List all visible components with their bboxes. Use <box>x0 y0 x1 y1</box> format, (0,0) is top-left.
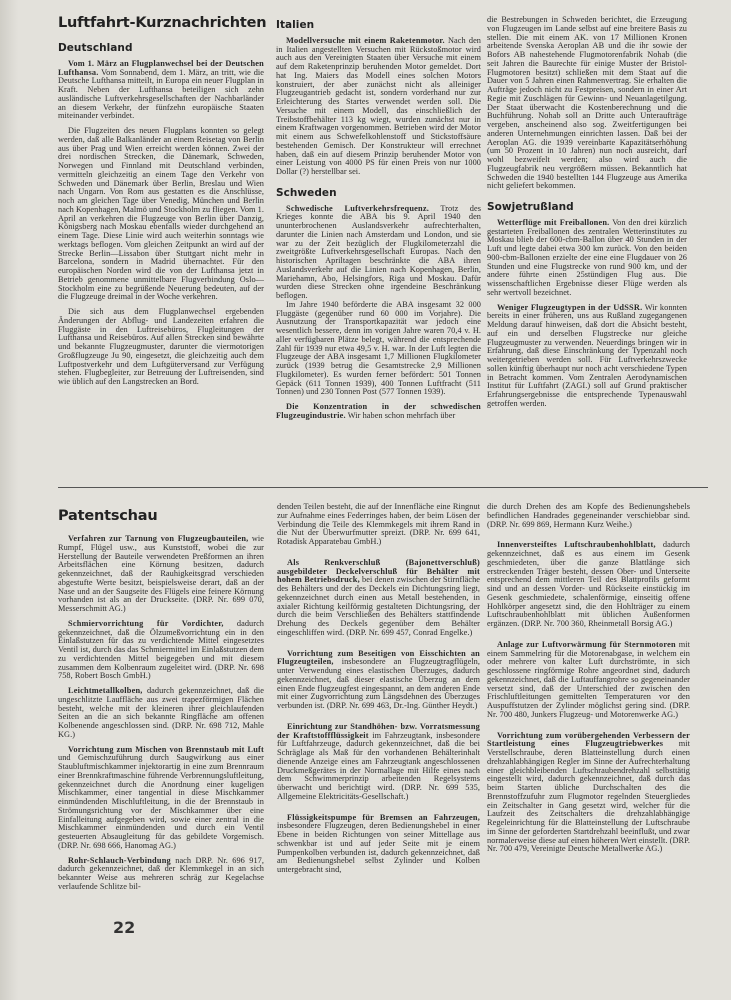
page-edge-shadow <box>0 0 18 1000</box>
patent-text: dadurch gekennzeichnet, daß die ungeschlitzte Lauffläche aus zwei trapezförmigen Flächen besteht, welche mit der kleineren ihrer gleichlaufenden Seiten an die an sich bekannte Ringfläche am offenen Kolbenende angeschlossen sind. (DRP. Nr. 698 712, Mahle KG.) <box>58 686 265 739</box>
patent-lead: Innenversteiftes Luftschraubenhohlblatt, <box>497 540 656 550</box>
patent-lead: Vorrichtung zum vorübergehenden Verbessern der Startleistung eines Flugzeugtriebwerkes <box>487 730 690 749</box>
article-paragraph: Im Jahre 1940 beförderte die ABA insgesamt 32 000 Fluggäste (gegenüber rund 60 000 im Vorjahre). Die Ausnutzung der Transportkapazität war jedoch eine wesentlich bessere, denn im vorigen Jahre waren 70,4 v. H. aller verfügbaren Plätze belegt, während die entsprechende Zahl für 1939 nur etwa 49,5 v. H. war. In der Luft legten die Flugzeuge der ABA insgesamt 1,7 Millionen Flugkilometer zurück (1939 betrug die Gesamtstrecke 2,9 Millionen Flugkilometer). Es wurden ferner befördert: 501 Tonnen Gepäck (611 Tonnen 1939), 400 Tonnen Luftfracht (511 Tonnen) und 230 Tonnen Post (577 Tonnen 1939). <box>276 299 481 397</box>
article-paragraph <box>276 403 481 421</box>
article-paragraph <box>58 60 264 121</box>
news-column-2 <box>276 17 481 427</box>
patent-lead: Als Renkverschluß (Bajonettverschluß) ausgebildeter Deckelverschluß für Behälter mit hohem Betriebsdruck, <box>277 557 480 585</box>
page-number: 22 <box>113 918 136 937</box>
patent-item <box>58 687 264 740</box>
patents-column-3 <box>487 503 690 860</box>
article-text: Wir konnten bereits in einer früheren, uns aus Rußland zugegangenen Meldung darauf hinweisen, daß dort die Absicht besteht, auf ein und derselben Flugstrecke nur gleiche Flugzeugmuster zu verwenden. Neuerdings bringen wir in Erfahrung, daß diese Einschränkung der Typenzahl noch weitergetrieben werden soll. Für Luftverkehrszwecke sollen künftig überhaupt nur noch acht verschiedene Typen in Betracht kommen. Vom Zentralen Aerodynamischen Institut für Luftfahrt (ZAGI.) soll auf Grund praktischer Erfahrungsergebnisse die entsprechende Typenauswahl getroffen werden. <box>487 302 687 408</box>
patents-column-2 <box>277 503 480 881</box>
patent-item-continued: die durch Drehen des am Kopfe des Bedienungshebels befindlichen Handrades gegeneinander verschiebbar sind. (DRP. Nr. 699 869, Hermann Kurz Weihe.) <box>487 502 690 529</box>
heading-sweden: Schweden <box>276 186 337 199</box>
article-lead: Weniger Flugzeugtypen in der UdSSR. <box>497 302 643 312</box>
article-paragraph <box>276 205 481 301</box>
patent-lead: Schmiervorrichtung für Vordichter, <box>68 618 224 628</box>
patent-item-continued: denden Teilen besteht, die auf der Innenfläche eine Ringnut zur Aufnahme eines Federringes haben, der beim Lösen der Verbindung die Teile des Klemmkegels mit ihrem Rand in die Nut der Überwurfmutter spreizt. (DRP. Nr. 699 641, Rotadisk Apparatebau GmbH.) <box>277 502 480 546</box>
news-title: Luftfahrt-Kurznachrichten <box>58 15 267 31</box>
patent-lead: Leichtmetallkolben, <box>68 686 143 695</box>
article-text: Von den drei kürzlich gestarteten Freiballonen des zentralen Wetterinstitutes zu Moskau blieb der 600-cbm-Ballon über 40 Stunden in der Luft und legte dabei etwa 300 km zurück. Von den beiden 900-cbm-Ballonen erzielte der eine eine Flugdauer von 26 Stunden und eine Flugstrecke von rund 900 km, und der andere führte einen 25stündigen Flug aus. Die wissenschaftlichen Ergebnisse dieser Flüge werden als sehr wertvoll bezeichnet. <box>487 217 687 297</box>
article-paragraph: Die sich aus dem Flugplanwechsel ergebenden Änderungen der Abflug- und Landezeiten erfahren die Fluggäste in den Luftreisebüros, Flugleitungen der Lufthansa und Reisebüros. Auf allen Strecken sind bewährte und bekannte Flugzeugmuster, darunter die viermotorigen Großflugzeuge Ju 90, eingesetzt, die gleichzeitig auch dem Luftpostverkehr und dem Luftgüterversand zur Verfügung stehen. Flugbegleiter, zur Betreuung der Luftreisenden, sind wie üblich auf den Langstrecken an Bord. <box>58 307 264 386</box>
article-paragraph <box>487 304 687 409</box>
patent-item <box>277 723 480 802</box>
patent-text: dadurch gekennzeichnet, daß die Ölzumeßvorrichtung ein in den Einlaßstutzen für das zu verdichtende Mittel eingesetztes Ventil ist, durch das das Schmiermittel im Einlaßstutzen dem zu verdichtenden Mittel beigegeben und mit diesem zusammen dem Kolbenraum zugeleitet wird. (DRP. Nr. 698 758, Robert Bosch GmbH.) <box>58 618 264 681</box>
patent-item <box>487 541 690 629</box>
patent-text: dadurch gekennzeichnet, daß es aus einem im Gesenk geschmiedeten, über die ganze Blattlänge sich erstreckenden Träger besteht, dessen Ober- und Unterseite entsprechend dem mittleren Teil des Blattprofils geformt sind und an dessen Vorder- und Rückseite einstückig im Gesenk geschmiedete, schalenförmige, einseitig offene Hohlkörper angesetzt sind, die den Hohlträger zu einem Luftschraubenhohlblatt mit üblichen Außenformen ergänzen. (DRP. Nr. 700 360, Rheinmetall Borsig AG.) <box>487 540 690 628</box>
heading-germany: Deutschland <box>58 42 133 54</box>
patent-text: insbesondere an Flugzeugtragflügeln, unter Verwendung eines elastischen Überzuges, dadurch gekennzeichnet, daß dieser elastische Überzug an dem einen Ende flugzeugfest eingespannt, an dem anderen Ende mit einer Zugvorrichtung zum Längsdehnen des Überzuges verbunden ist. (DRP. Nr. 699 463, Dr.-Ing. Günther Heydt.) <box>277 657 480 710</box>
section-divider <box>58 487 708 488</box>
patents-title: Patentschau <box>58 508 158 524</box>
patent-item <box>487 732 690 855</box>
patent-text: mit Verstellschraube, deren Blatteinstellung durch einen drehzahlabhängigen Regler im Sinne der Aufrechterhaltung einer gleichbleibenden Luftschraubendrehzahl selbsttätig eingestellt wird, dadurch gekennzeichnet, daß durch das beim Starten übliche Durchschalten des die Brennstoffzufuhr zum Flugmotor regelnden Steuergliedes ein Zeitschalter in Gang gesetzt wird, welcher für die Laufzeit des Zeitschalters die drehzahlabhängige Regeleinrichtung für die Blatteinstellung der Luftschraube im Sinne der geforderten Startdrehzahl beeinflußt, und zwar normalerweise diese auf einen höheren Wert einstellt. (DRP. Nr. 700 479, Vereinigte Deutsche Metallwerke AG.) <box>487 739 690 854</box>
article-paragraph <box>276 37 481 177</box>
news-column-1 <box>58 40 264 393</box>
patent-item <box>487 641 690 720</box>
patent-lead: Flüssigkeitspumpe für Bremsen an Fahrzeugen, <box>287 812 480 822</box>
patent-item <box>58 535 264 614</box>
article-text: Vom Sonnabend, dem 1. März, an tritt, wie die Deutsche Lufthansa mitteilt, in Europa ein neuer Flugplan in Kraft. Neben der Lufthansa beteiligen sich zehn ausländische Luftverkehrsgesellschaften der Nachbarländer an diesem Verkehr, der fünfzehn europäische Staaten miteinander verbindet. <box>58 67 264 121</box>
article-paragraph-continued: die Bestrebungen in Schweden berichtet, die Erzeugung von Flugzeugen im Lande selbst auf eine breitere Basis zu stellen. Die mit einem AK. von 17 Millionen Kronen arbeitende Svenska Aeroplan AB und die ihr sowie der Bofors AB nahestehende Flugmotorenfabrik Nohab (die seit Jahren die Baurechte für einige Muster der Bristol-Flugmotoren besitzt) schließen mit dem Staat auf die Dauer von 5 Jahren einen Rahmenvertrag. Sie erhalten die Aufträge jedoch nicht zu Festpreisen, sondern in einer Art Regie mit Zuschlägen für Gewinn- und Neuanlagetilgung. Der Staat überwacht die Kostenberechnung und die Buchführung. Nohab soll an Dritte auch Unteraufträge vergeben, anscheinend also sog. Zweitfertigungen bei anderen Unternehmungen einrichten lassen. Daß bei der Aeroplan AG. die 1939 vereinbarte Kapazitätserhöhung (um 50 Prozent in 10 Jahren) nun noch ausreicht, darf wohl bezweifelt werden; also wird auch die Flugzeugfabrik neu vergrößern müssen. Bekanntlich hat Schweden die 1940 bestellten 144 Flugzeuge aus Amerika nicht geliefert bekommen. <box>487 15 687 191</box>
patent-item <box>58 746 264 851</box>
patent-text: bei denen zwischen der Stirnfläche des Behälters und der des Deckels ein Dichtungsring liegt, gekennzeichnet durch einen aus Metall bestehenden, in axialer Richtung keilförmig gestalteten Dichtungsring, der durch die beim Verschließen des Behälters stattfindende Drehung des Deckels gegenüber dem Behälter eingeschliffen wird. (DRP. Nr. 699 457, Conrad Engelke.) <box>277 575 481 637</box>
article-paragraph <box>487 219 687 298</box>
patent-item <box>58 857 264 892</box>
article-lead: Wetterflüge mit Freiballonen. <box>497 217 610 227</box>
patent-lead: Anlage zur Luftvorwärmung für Sternmotoren <box>497 639 676 649</box>
patent-item <box>277 559 480 638</box>
patents-column-1 <box>58 535 264 898</box>
patent-text: insbesondere Flugzeugen, deren Bedienungshebel in einer Ebene in beiden Richtungen von seiner Mittellage aus schwenkbar ist und auf jeder Seite mit je einem Pumpenkolben verbunden ist, dadurch gekennzeichnet, daß am Bedienungshebel selbst Zylinder und Kolben untergebracht sind, <box>277 821 480 874</box>
patent-text: wie Rumpf, Flügel usw., aus Kunststoff, wobei die zur Herstellung der Bauteile verwendeten Preßformen an ihren Arbeitsflächen eine Körnung besitzen, dadurch gekennzeichnet, daß der Rauhigkeitsgrad verschieden abgestufte Werte besitzt, beispielsweise derart, daß an der Nase und an der Saugseite des Flügels eine feinere Körnung vorhanden ist als an der Druckseite. (DRP. Nr. 699 070, Messerschmitt AG.) <box>58 534 264 613</box>
patent-text: und Gemischzuführung durch Saugwirkung aus einer Staubluftmischkammer injektorartig in eine zum Brennraum einer Brennkraftmaschine führende Verbrennungsluftleitung, gekennzeichnet durch die Anordnung einer kugeligen Mischkammer, einer tangential in diese Mischkammer einmündenden Mischluftleitung, in die der Brennstaub in Strömungsrichtung vor der Mischkammer über eine Einfalleitung aufgegeben wird, sowie einer zentral in die Mischkammer einmündenden und durch ein Ventil gesteuerten Absaugleitung für das gebildete Vorgemisch. (DRP. Nr. 698 666, Hanomag AG.) <box>58 753 264 850</box>
patent-lead: Vorrichtung zum Mischen von Brennstaub mit Luft <box>68 744 264 754</box>
article-lead: Vom 1. März an Flugplanwechsel bei der Deutschen Lufthansa. <box>58 58 264 77</box>
news-column-3 <box>487 16 687 415</box>
patent-item <box>277 650 480 711</box>
article-paragraph: Die Flugzeiten des neuen Flugplans konnten so gelegt werden, daß alle Balkanländer an einem Reisetag von Berlin aus über Prag und Wien erreicht werden können. Zwei der drei nordischen Strecken, die Dänemark, Schweden, Norwegen und Finnland mit Deutschland verbinden, vermitteln gleichzeitig an einem Tage den Verkehr von Schweden und Dänemark über Berlin, Breslau und Wien nach Ungarn. Von Rom aus gestatten es die Anschlüsse, noch am gleichen Tage über Venedig, München und Berlin nach Kopenhagen, Malmö und Stockholm zu fliegen. Vom 1. April an verkehren die Flugzeuge von Berlin über Danzig, Königsberg nach Moskau ebenfalls wieder durchgehend an einem Tage. Diese Linie wird auch weiterhin sonntags wie werktags beflogen. Vom gleichen Zeitpunkt an wird auf der Strecke Berlin—Lissabon über Stuttgart nicht mehr in Barcelona, sondern in Madrid übernachtet. Für den europäischen Norden wird die von der Lufthansa jetzt in Betrieb genommene unmittelbare Flugverbindung Oslo—Stockholm eine zu begrüßende Neuerung bedeuten, auf der die Flugzeuge dreimal in der Woche verkehren. <box>58 126 264 302</box>
patent-lead: Verfahren zur Tarnung von Flugzeugbauteilen, <box>68 534 249 543</box>
heading-soviet: Sowjetrußland <box>487 201 574 213</box>
article-lead: Schwedische Luftverkehrsfrequenz. <box>286 203 430 213</box>
article-text: Trotz des Krieges konnte die ABA bis 9. April 1940 den ununterbrochenen Auslandsverkehr aufrechterhalten, darunter die Linien nach Amsterdam und London, und sie war zu der Zeit bezüglich der Flugkilometerzahl die zweitgrößte Luftverkehrsgesellschaft Europas. Nach den historischen Apriltagen beschränkte die ABA ihren Auslandsverkehr auf die Linien nach Kopenhagen, Berlin, Mariehamn, Abo, Helsingfors, Riga und Moskau. Dafür wurden diese Strecken ohne irgendeine Beschränkung beflogen. <box>276 203 481 300</box>
patent-text: nach DRP. Nr. 696 917, dadurch gekennzeichnet, daß der Klemmkegel in an sich bekannter Weise aus mehreren schräg zur Kegelachse verlaufende Schlitze bil- <box>58 855 264 891</box>
article-text: Wir haben schon mehrfach über <box>347 410 456 420</box>
article-lead: Modellversuche mit einem Raketenmotor. <box>286 35 445 45</box>
article-text: Nach den in Italien angestellten Versuchen mit Rückstoßmotor wird auch aus den Vereinigten Staaten über Versuche mit einem auf dem Raketenprinzip beruhenden Motor gemeldet. Dort hat Ing. Maiers das Modell eines solchen Motors konstruiert, der aber zunächst nicht als alleiniger Flugzeugantrieb gedacht ist, sondern vorderhand nur zur Erleichterung des Startes verwendet werden soll. Die Versuche mit einem Modell, das einschließlich der Treibstoffbehälter 113 kg wiegt, wurden zunächst nur in einem Kraftwagen vorgenommen. Betrieben wird der Motor mit einem aus Schwefelkohlenstoff und Stickstoffsäure bestehenden Gemisch. Der Konstrukteur will errechnet haben, daß ein auf diesem Prinzip beruhender Motor von einer Leistung von 4000 PS für einen Preis von nur 1000 Dollar (?) herstellbar sei. <box>276 35 482 176</box>
patent-item <box>58 620 264 681</box>
patent-text: mit einem Sammelring für die Motorenabgase, in welchem ein oder mehrere von kalter Luft durchströmte, in sich geschlossene ringförmige Rohre angeordnet sind, dadurch gekennzeichnet, daß die Luftauffangrohre so gegeneinander versetzt sind, daß der Unterschied der zwischen den Frischluftleitungen gemittelten Temperaturen vor den Auspuffstutzen der Zylinder möglichst gering sind. (DRP. Nr. 700 480, Junkers Flugzeug- und Motorenwerke AG.) <box>487 639 691 719</box>
patent-item <box>277 814 480 875</box>
heading-italy: Italien <box>276 19 315 31</box>
article-lead: Die Konzentration in der schwedischen Flugzeugindustrie. <box>276 402 481 420</box>
patent-text: im Fahrzeugtank, insbesondere für Luftfahrzeuge, dadurch gekennzeichnet, daß die bei Schräglage als Maß für den vorhandenen Behälterinhalt dienende Anzeige eines am Fahrzeugtank angeschlossenen Druckmeßgerätes in der Normallage mit Hilfe eines nach dem Schwimmerprinzip arbeitenden Regelsystems überwacht und berichtigt wird. (DRP. Nr. 699 535, Allgemeine Elektricitäts-Gesellschaft.) <box>277 730 480 801</box>
patent-lead: Rohr-Schlauch-Verbindung <box>68 855 171 865</box>
patent-lead: Vorrichtung zum Beseitigen von Eisschichten an Flugzeugteilen, <box>277 648 480 667</box>
patent-lead: Einrichtung zur Standhöhen- bzw. Vorratsmessung der Kraftstoffflüssigkeit <box>277 721 480 740</box>
